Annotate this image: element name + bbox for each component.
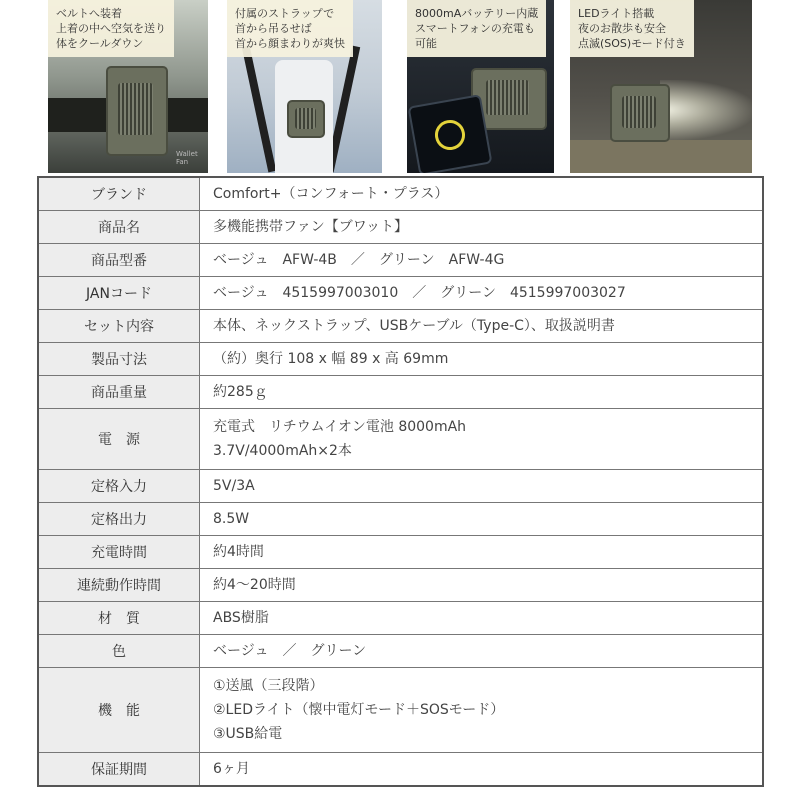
spec-value-line: 約4～20時間 bbox=[213, 577, 296, 593]
spec-label: 機 能 bbox=[38, 668, 200, 753]
spec-value bbox=[200, 277, 764, 310]
spec-value bbox=[200, 343, 764, 376]
light-beam-image bbox=[660, 80, 752, 140]
smartphone-image bbox=[407, 94, 492, 173]
spec-value bbox=[200, 668, 764, 753]
fan-device-image bbox=[610, 84, 670, 142]
spec-value bbox=[200, 470, 764, 503]
strap-image bbox=[242, 46, 276, 173]
spec-value-line: ①送風（三段階） bbox=[213, 678, 324, 694]
spec-label: 色 bbox=[38, 635, 200, 668]
spec-value bbox=[200, 569, 764, 602]
photo-led-light bbox=[570, 0, 752, 173]
spec-value bbox=[200, 244, 764, 277]
spec-row bbox=[38, 536, 763, 569]
spec-value-line: 約285ｇ bbox=[213, 384, 268, 400]
spec-value-line: ベージュ 4515997003010 ／ グリーン 4515997003027 bbox=[213, 285, 626, 301]
spec-row bbox=[38, 470, 763, 503]
spec-value bbox=[200, 635, 764, 668]
spec-row bbox=[38, 211, 763, 244]
spec-label: 商品重量 bbox=[38, 376, 200, 409]
spec-row bbox=[38, 343, 763, 376]
spec-row bbox=[38, 277, 763, 310]
table-image bbox=[570, 140, 752, 173]
spec-table bbox=[37, 176, 764, 787]
photo-caption: ベルトへ装着 上着の中へ空気を送り 体をクールダウン bbox=[48, 0, 174, 57]
photo-neck-strap bbox=[227, 0, 382, 173]
spec-label: 製品寸法 bbox=[38, 343, 200, 376]
spec-value-line: 充電式 リチウムイオン電池 8000mAh bbox=[213, 419, 467, 435]
spec-value-line: 5V/3A bbox=[213, 478, 255, 494]
photo-caption: 付属のストラップで 首から吊るせば 首から顔まわりが爽快 bbox=[227, 0, 353, 57]
spec-label: 保証期間 bbox=[38, 753, 200, 787]
spec-table-body bbox=[38, 177, 763, 786]
spec-row bbox=[38, 668, 763, 753]
photo-belt-mount bbox=[48, 0, 208, 173]
spec-row bbox=[38, 503, 763, 536]
spec-label: JANコード bbox=[38, 277, 200, 310]
spec-value bbox=[200, 409, 764, 470]
spec-label: 連続動作時間 bbox=[38, 569, 200, 602]
fan-device-image bbox=[106, 66, 168, 156]
spec-value-line: ③USB給電 bbox=[213, 726, 283, 742]
spec-value bbox=[200, 536, 764, 569]
spec-value bbox=[200, 753, 764, 787]
spec-label: セット内容 bbox=[38, 310, 200, 343]
spec-value-line: ベージュ ／ グリーン bbox=[213, 643, 367, 659]
product-photo-strip bbox=[0, 0, 800, 175]
spec-row bbox=[38, 310, 763, 343]
spec-row bbox=[38, 409, 763, 470]
spec-value bbox=[200, 503, 764, 536]
spec-row bbox=[38, 569, 763, 602]
spec-value-line: ②LEDライト（懐中電灯モード＋SOSモード） bbox=[213, 702, 505, 718]
spec-value bbox=[200, 211, 764, 244]
fan-device-image bbox=[287, 100, 325, 138]
photo-overlay-label: Wallet Fan bbox=[176, 150, 198, 166]
spec-label: 電 源 bbox=[38, 409, 200, 470]
spec-value-line: 多機能携帯ファン【ブワット】 bbox=[213, 219, 409, 235]
spec-label: 商品型番 bbox=[38, 244, 200, 277]
spec-row bbox=[38, 177, 763, 211]
spec-label: 材 質 bbox=[38, 602, 200, 635]
spec-row bbox=[38, 376, 763, 409]
spec-value bbox=[200, 177, 764, 211]
spec-value-line: 6ヶ月 bbox=[213, 761, 250, 777]
spec-label: 定格入力 bbox=[38, 470, 200, 503]
spec-row bbox=[38, 602, 763, 635]
photo-phone-charging bbox=[407, 0, 554, 173]
spec-value-line: 8.5W bbox=[213, 511, 250, 527]
spec-value bbox=[200, 376, 764, 409]
charging-icon bbox=[433, 118, 468, 153]
photo-caption: 8000mAバッテリー内蔵 スマートフォンの充電も 可能 bbox=[407, 0, 546, 57]
spec-value-line: 本体、ネックストラップ、USBケーブル（Type-C）、取扱説明書 bbox=[213, 318, 615, 334]
photo-caption: LEDライト搭載 夜のお散歩も安全 点滅(SOS)モード付き bbox=[570, 0, 694, 57]
spec-row bbox=[38, 244, 763, 277]
spec-value-line: ABS樹脂 bbox=[213, 610, 269, 626]
spec-value-line: ベージュ AFW-4B ／ グリーン AFW-4G bbox=[213, 252, 505, 268]
spec-value bbox=[200, 310, 764, 343]
spec-row bbox=[38, 635, 763, 668]
spec-value-line: Comfort+（コンフォート・プラス） bbox=[213, 186, 449, 202]
spec-label: ブランド bbox=[38, 177, 200, 211]
spec-value-line: （約）奥行 108 x 幅 89 x 高 69mm bbox=[213, 351, 449, 367]
spec-value-line: 約4時間 bbox=[213, 544, 264, 560]
spec-row bbox=[38, 753, 763, 787]
spec-label: 充電時間 bbox=[38, 536, 200, 569]
spec-label: 商品名 bbox=[38, 211, 200, 244]
spec-value-line: 3.7V/4000mAh×2本 bbox=[213, 443, 352, 459]
spec-label: 定格出力 bbox=[38, 503, 200, 536]
spec-value bbox=[200, 602, 764, 635]
